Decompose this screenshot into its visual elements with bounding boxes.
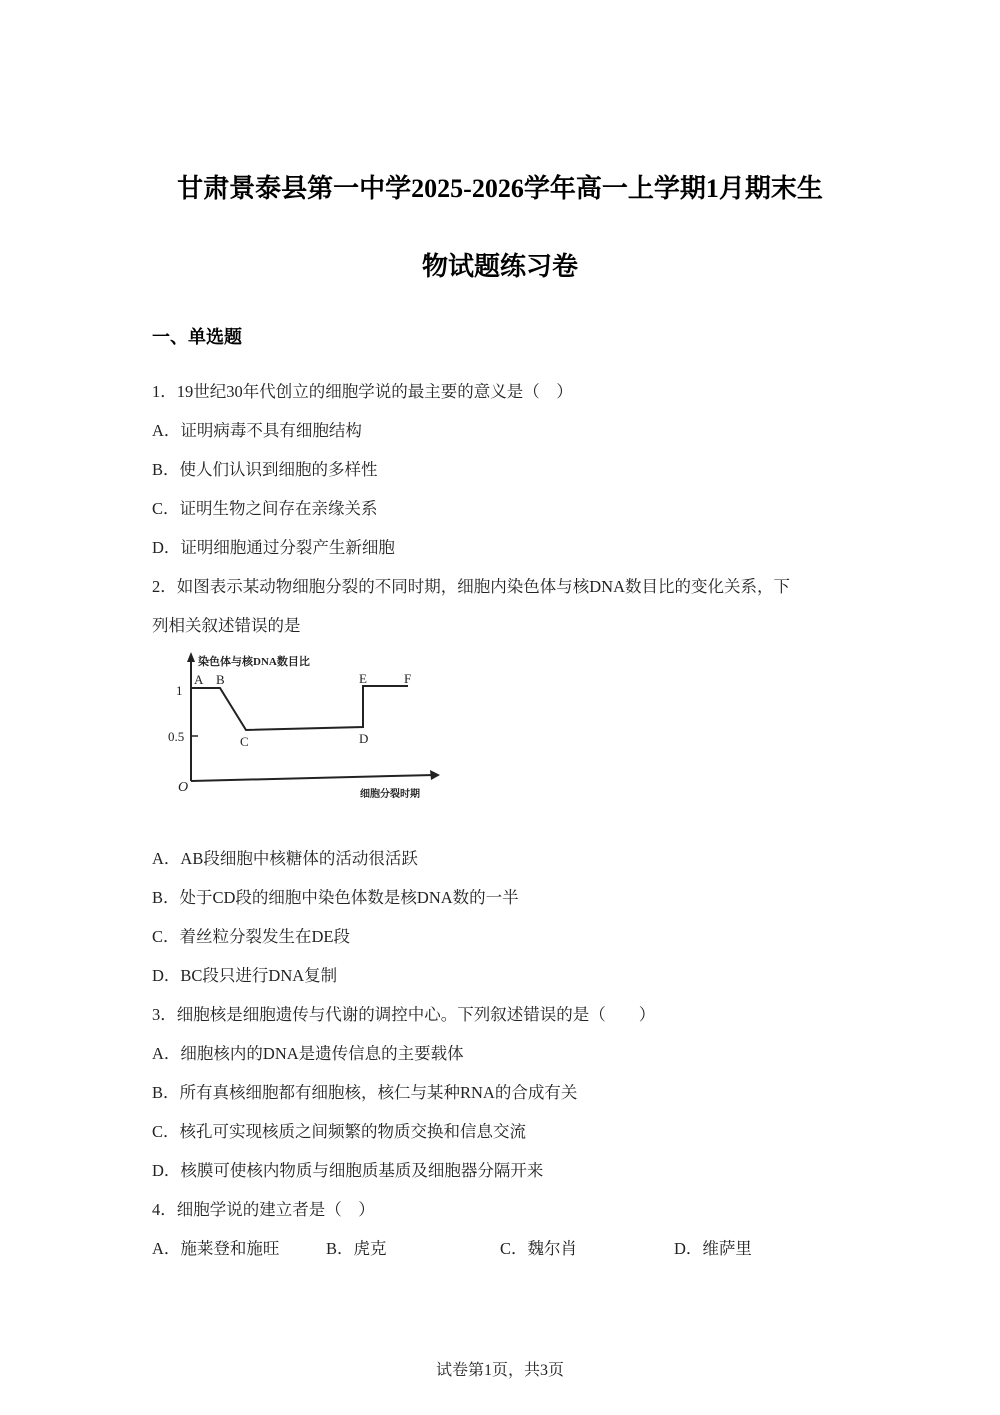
title-line-2: 物试题练习卷	[421, 252, 578, 281]
ratio-curve	[192, 686, 408, 730]
question-2-option-d: D．BC段只进行DNA复制	[152, 966, 338, 985]
question-4-stem: 4．细胞学说的建立者是（ ）	[152, 1200, 375, 1219]
y-axis-arrow	[187, 652, 195, 662]
question-3-option-c: C．核孔可实现核质之间频繁的物质交换和信息交流	[152, 1122, 527, 1141]
question-4-option-c: C．魏尔肖	[500, 1239, 578, 1258]
point-label-b: B	[216, 672, 225, 687]
question-1-option-b: B．使人们认识到细胞的多样性	[152, 460, 378, 479]
question-4-option-d: D．维萨里	[674, 1239, 752, 1258]
point-label-a: A	[194, 672, 204, 687]
question-4-option-b: B．虎克	[326, 1239, 387, 1258]
question-3-stem: 3．细胞核是细胞遗传与代谢的调控中心。下列叙述错误的是（ ）	[152, 1005, 656, 1024]
question-1-option-a: A．证明病毒不具有细胞结构	[152, 421, 362, 440]
question-2-option-b: B．处于CD段的细胞中染色体数是核DNA数的一半	[152, 888, 519, 907]
page-footer: 试卷第1页，共3页	[435, 1362, 564, 1379]
point-label-c: C	[240, 734, 249, 749]
ratio-change-figure	[168, 650, 448, 805]
ratio-graph	[168, 650, 448, 805]
y-tick-label-0-5: 0.5	[168, 729, 185, 744]
y-tick-label-1: 1	[176, 683, 183, 698]
question-3-option-d: D．核膜可使核内物质与细胞质基质及细胞器分隔开来	[152, 1161, 544, 1180]
section-heading: 一、单选题	[152, 327, 242, 347]
question-3-option-a: A．细胞核内的DNA是遗传信息的主要载体	[152, 1044, 464, 1063]
question-4-option-a: A．施莱登和施旺	[152, 1239, 280, 1258]
question-2-stem-line-2: 列相关叙述错误的是	[152, 616, 301, 635]
question-2-option-a: A．AB段细胞中核糖体的活动很活跃	[152, 849, 418, 868]
y-axis-label: 染色体与核DNA数目比	[198, 656, 310, 668]
x-axis	[191, 775, 434, 781]
point-label-f: F	[404, 671, 412, 686]
question-1-stem: 1．19世纪30年代创立的细胞学说的最主要的意义是（ ）	[152, 382, 573, 401]
question-3-option-b: B．所有真核细胞都有细胞核，核仁与某种RNA的合成有关	[152, 1083, 578, 1102]
question-1-option-c: C．证明生物之间存在亲缘关系	[152, 499, 378, 518]
point-label-d: D	[359, 731, 369, 746]
origin-label: O	[178, 780, 189, 795]
x-axis-arrow	[430, 770, 440, 780]
point-label-e: E	[359, 671, 367, 686]
question-1-option-d: D．证明细胞通过分裂产生新细胞	[152, 538, 395, 557]
question-2-stem-line-1: 2．如图表示某动物细胞分裂的不同时期，细胞内染色体与核DNA数目比的变化关系，下	[152, 577, 790, 596]
question-2-option-c: C．着丝粒分裂发生在DE段	[152, 927, 350, 946]
title-line-1: 甘肃景泰县第一中学2025-2026学年高一上学期1月期末生	[177, 174, 823, 203]
x-axis-label: 细胞分裂时期	[360, 789, 420, 800]
